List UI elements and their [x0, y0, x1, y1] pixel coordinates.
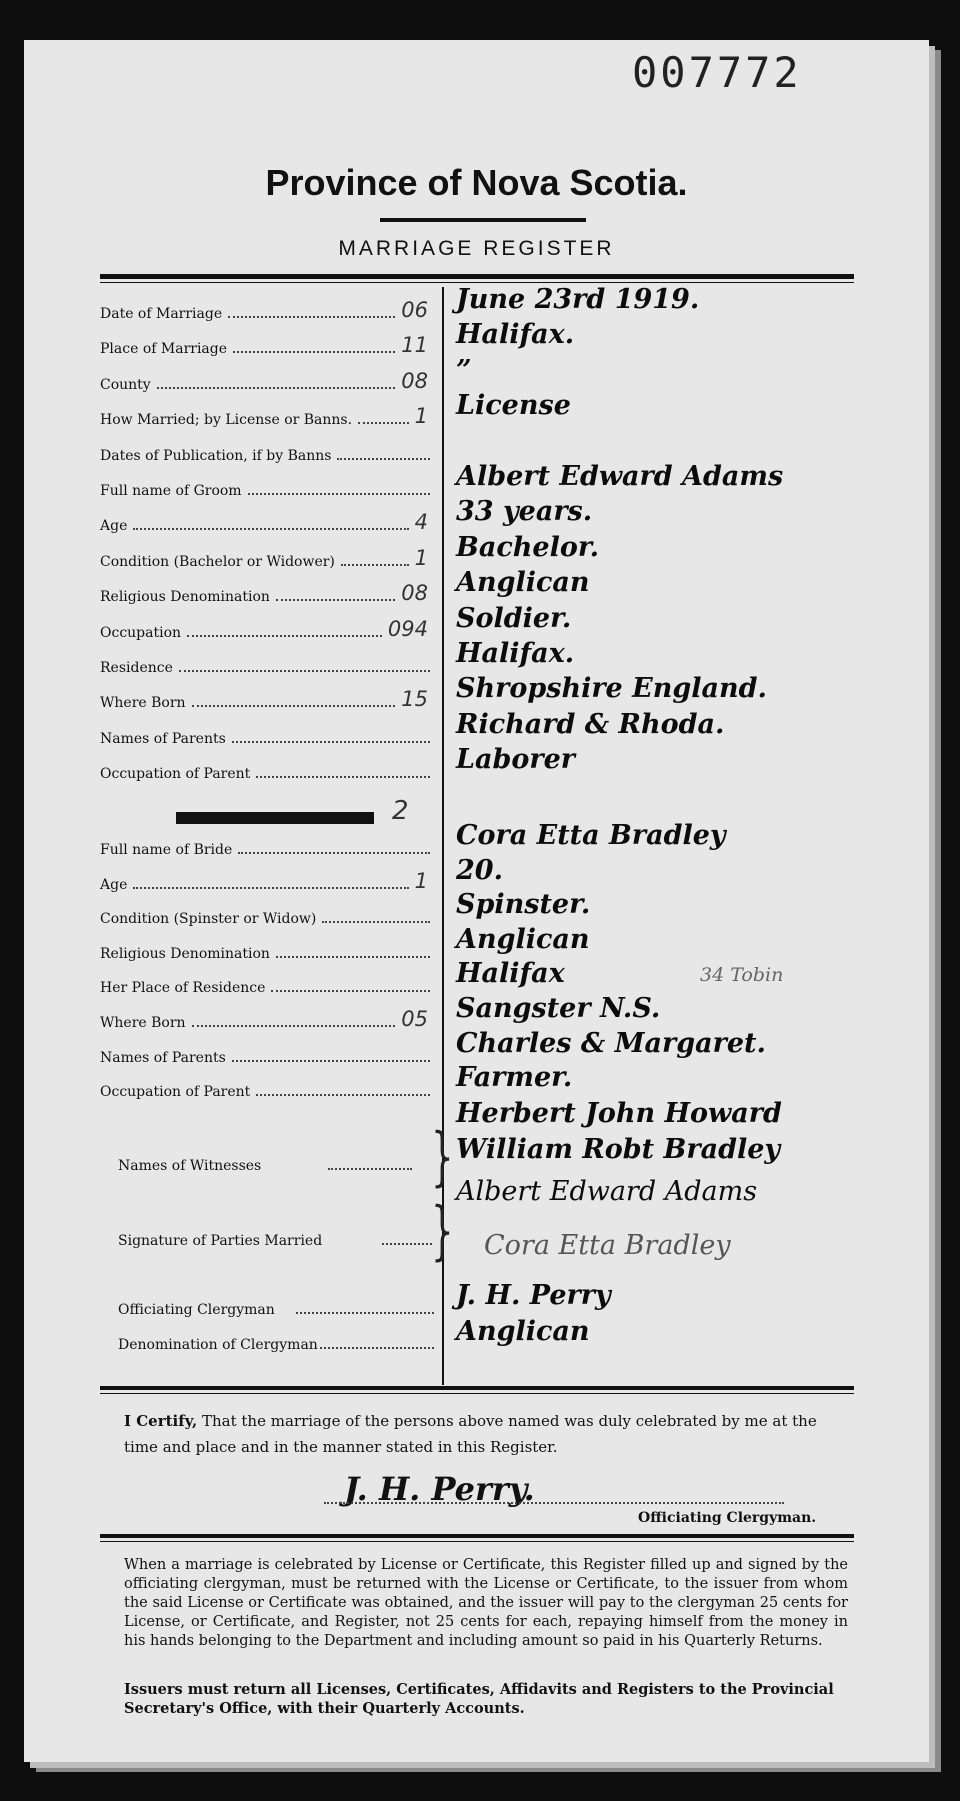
- form-row: [100, 296, 440, 326]
- form-row: [100, 579, 440, 609]
- officiating-value: J. H. Perry: [456, 1280, 611, 1311]
- form-row: [100, 901, 440, 931]
- leader-dots: [248, 493, 430, 495]
- denomination-clergy-row: [100, 1327, 440, 1357]
- field-label: County: [100, 376, 151, 393]
- field-value: Soldier.: [456, 602, 572, 634]
- leader-dots: [271, 990, 430, 992]
- signature-groom: Albert Edward Adams: [456, 1176, 758, 1207]
- form-row: [100, 1005, 440, 1035]
- header-rule: [100, 274, 854, 279]
- leader-dots: [187, 635, 382, 637]
- signature-caption: Officiating Clergyman.: [638, 1510, 817, 1526]
- certify-body: That the marriage of the persons above named was duly celebrated by me at the time and place and in the manner stated in this Register.: [124, 1412, 817, 1456]
- leader-dots: [133, 887, 409, 889]
- register-form: [24, 40, 929, 1762]
- form-row: [100, 970, 440, 1000]
- form-title: Province of Nova Scotia.: [265, 162, 688, 203]
- field-note: 34 Tobin: [700, 964, 784, 986]
- field-label: Residence: [100, 660, 173, 676]
- field-code: 15: [401, 687, 428, 712]
- field-value: June 23rd 1919.: [456, 284, 700, 315]
- header-rule-thin: [100, 282, 854, 283]
- field-label: Condition (Spinster or Widow): [100, 911, 317, 928]
- field-code: 08: [401, 368, 428, 393]
- leader-dots: [256, 776, 430, 778]
- leader-dots: [238, 852, 430, 854]
- certify-lead: I Certify,: [124, 1412, 198, 1430]
- leader-dots: [157, 387, 395, 389]
- leader-dots: [232, 741, 430, 743]
- field-label: Where Born: [100, 695, 186, 712]
- certification-text: [124, 1408, 844, 1460]
- officiating-row: [100, 1292, 440, 1322]
- field-value: Spinster.: [456, 889, 591, 921]
- field-value: 20.: [456, 854, 503, 886]
- field-value: Cora Etta Bradley: [456, 820, 726, 851]
- field-value: Anglican: [456, 923, 590, 955]
- officiating-label: Officiating Clergyman: [118, 1302, 275, 1318]
- field-label: Occupation of Parent: [100, 766, 251, 783]
- field-label: Date of Marriage: [100, 306, 223, 322]
- witnesses-row: [100, 1148, 440, 1178]
- denomination-clergy-value: Anglican: [456, 1316, 590, 1347]
- signatures-label: Signature of Parties Married: [118, 1233, 323, 1249]
- field-label: Religious Denomination: [100, 589, 270, 606]
- form-row: [100, 615, 440, 645]
- field-label: Place of Marriage: [100, 341, 228, 358]
- field-label: Where Born: [100, 1015, 186, 1031]
- field-value: Farmer.: [456, 1062, 573, 1094]
- field-label: Her Place of Residence: [100, 980, 266, 997]
- field-label: Age: [100, 518, 128, 535]
- leader-dots: [322, 921, 430, 923]
- leader-dots: [179, 670, 430, 672]
- witnesses-label: Names of Witnesses: [118, 1158, 262, 1174]
- field-value: 33 years.: [456, 496, 593, 528]
- form-row: [100, 832, 440, 862]
- leader-dots: [328, 1168, 412, 1170]
- form-row: [100, 367, 440, 397]
- denomination-clergy-label: Denomination of Clergyman: [118, 1337, 318, 1353]
- leader-dots: [296, 1312, 434, 1314]
- leader-dots: [256, 1094, 430, 1096]
- leader-dots: [133, 528, 409, 530]
- leader-dots: [276, 599, 395, 601]
- leader-dots: [232, 1060, 430, 1062]
- mid-rule-thin: [100, 1393, 854, 1394]
- form-row: [100, 1074, 440, 1104]
- leader-dots: [382, 1243, 432, 1245]
- signatures-brace: }: [431, 1194, 454, 1268]
- form-row: [100, 473, 440, 503]
- signature-line: [324, 1502, 784, 1504]
- footer-rule: [100, 1534, 854, 1538]
- field-label: Age: [100, 876, 128, 893]
- form-row: [100, 756, 440, 786]
- signatures-row: [100, 1223, 440, 1253]
- leader-dots: [341, 564, 409, 566]
- form-row: [100, 544, 440, 574]
- field-value: Halifax.: [456, 638, 575, 669]
- leader-dots: [358, 422, 409, 424]
- bride-section-bar: [176, 812, 374, 824]
- bride-section-code: 2: [392, 796, 409, 826]
- form-row: [100, 936, 440, 966]
- field-label: Religious Denomination: [100, 945, 270, 962]
- serial-number: 007772: [632, 48, 802, 97]
- form-row: [100, 438, 440, 468]
- leader-dots: [320, 1347, 434, 1349]
- leader-dots: [337, 458, 430, 460]
- field-value: Halifax: [456, 958, 565, 990]
- field-value: Charles & Margaret.: [456, 1027, 766, 1059]
- field-value: Bachelor.: [456, 531, 599, 563]
- field-label: Occupation of Parent: [100, 1084, 251, 1101]
- field-value: Richard & Rhoda.: [456, 708, 725, 740]
- form-row: [100, 867, 440, 897]
- leader-dots: [233, 351, 395, 353]
- footer-instructions: When a marriage is celebrated by License or Certificate, this Register filled up and signed by the officiating clergyman, must be returned with the License or Certificate, to the issuer from whom the said License or Certificate was obtained, and the issuer will pay to the clergyman 25 cents for License, or Certificate, and Register, not 25 cents for each, repaying himself from the money in his hands belonging to the Department and including amount so paid in his Quarterly Returns.: [124, 1557, 848, 1649]
- field-value: Halifax.: [456, 319, 575, 351]
- form-row: [100, 508, 440, 538]
- field-label: Names of Parents: [100, 1049, 226, 1066]
- field-label: Condition (Bachelor or Widower): [100, 553, 335, 570]
- field-code: 05: [401, 1007, 428, 1031]
- form-row: [100, 650, 440, 680]
- form-row: [100, 1040, 440, 1070]
- field-code: 4: [414, 510, 428, 535]
- field-code: 094: [387, 616, 428, 641]
- footer-notice: Issuers must return all Licenses, Certificates, Affidavits and Registers to the Provincial Secretary's Office, with their Quarterly Accounts.: [124, 1681, 834, 1717]
- form-row: [100, 402, 440, 432]
- form-row: [100, 685, 440, 715]
- field-label: Full name of Groom: [100, 483, 242, 499]
- field-value: ”: [456, 354, 472, 386]
- leader-dots: [228, 316, 395, 318]
- signature-bride: Cora Etta Bradley: [484, 1230, 731, 1261]
- field-value: Anglican: [456, 567, 590, 599]
- field-code: 1: [414, 868, 428, 893]
- field-label: How Married; by License or Banns.: [100, 412, 353, 429]
- field-code: 06: [401, 298, 428, 322]
- field-label: Occupation: [100, 624, 182, 641]
- mid-rule: [100, 1386, 854, 1390]
- title-rule: [380, 218, 586, 222]
- field-value: Laborer: [456, 744, 575, 776]
- field-code: 11: [401, 333, 428, 358]
- witness-1: Herbert John Howard: [456, 1098, 782, 1129]
- field-value: Sangster N.S.: [456, 993, 661, 1024]
- leader-dots: [192, 705, 395, 707]
- field-label: Full name of Bride: [100, 842, 233, 858]
- form-subtitle: MARRIAGE REGISTER: [338, 237, 615, 260]
- field-label: Names of Parents: [100, 730, 226, 747]
- footer-rule-thin: [100, 1541, 854, 1542]
- form-row: [100, 721, 440, 751]
- field-value: License: [456, 390, 571, 422]
- field-code: 08: [401, 581, 428, 606]
- field-code: 1: [414, 545, 428, 570]
- leader-dots: [276, 956, 430, 958]
- leader-dots: [192, 1025, 395, 1027]
- field-value: Shropshire England.: [456, 673, 767, 705]
- witness-2: William Robt Bradley: [456, 1134, 781, 1165]
- witnesses-brace: }: [431, 1120, 454, 1194]
- field-code: 1: [414, 404, 428, 429]
- field-value: Albert Edward Adams: [456, 461, 784, 492]
- form-row: [100, 331, 440, 361]
- field-label: Dates of Publication, if by Banns: [100, 447, 332, 464]
- certify-signature: J. H. Perry.: [344, 1470, 535, 1508]
